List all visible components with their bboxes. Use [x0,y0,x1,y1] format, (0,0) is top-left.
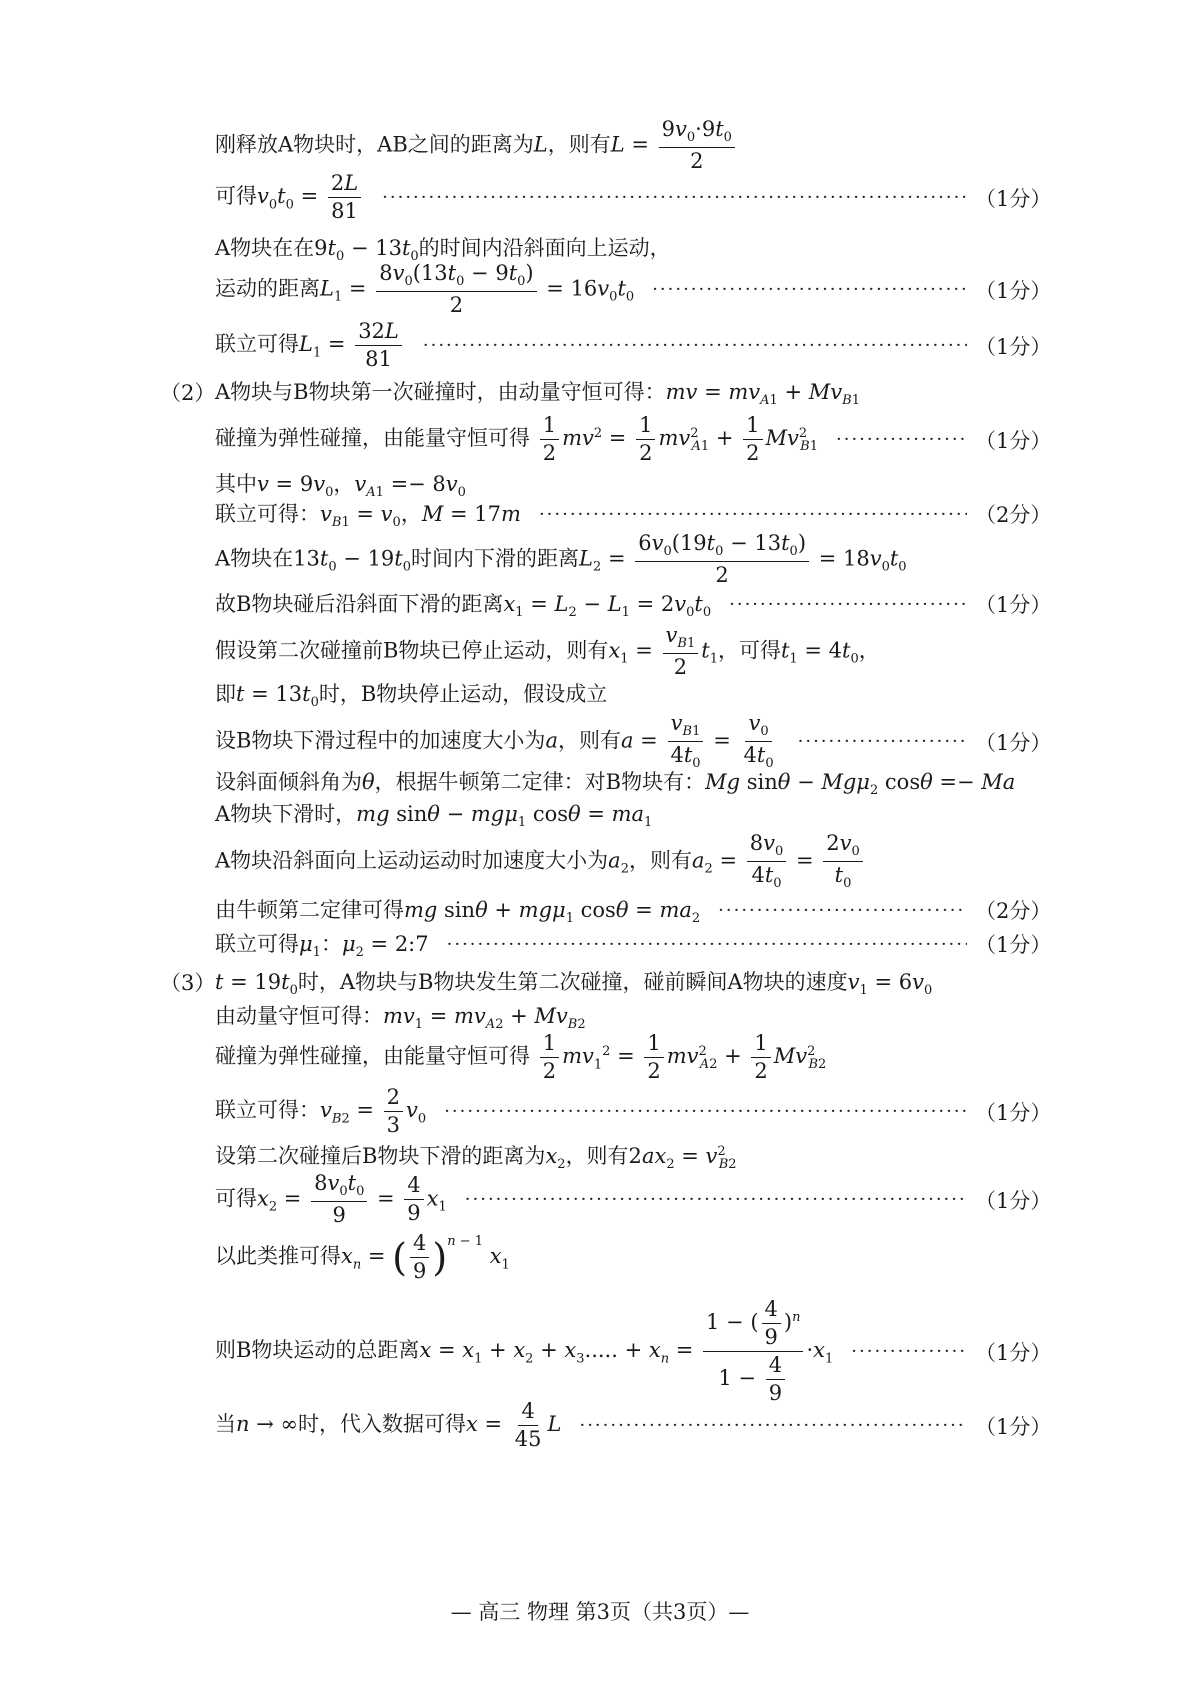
line-6: （2） A物块与B物块第一次碰撞时，由动量守恒可得：mv = $mv_{A1} + Mv_{B1}$ [160,376,990,408]
line-12: 假设第二次碰撞前B物块已停止运动，则有$x_1$ = $\frac{v_{B1}}{2}$ $t_1$，可得$t_1 = 4t_0$， [215,623,880,680]
line-22: 碰撞为弹性碰撞，由能量守恒可得 $\frac{1}{2}$ $mv_1^2$ = $\frac{1}{2}$ $mv^2_{A2}$ + $\frac{1}{2}$ $Mv^2_{B2}$ [215,1031,827,1084]
score-label: （1分） [975,428,1052,453]
score-label: （1分） [975,334,1052,359]
line-20: （3） $t = 19t_0$时，A物块与B物块发生第二次碰撞，碰前瞬间A物块的速度$v_1 = 6v_0$ [160,966,990,998]
leader-dots [447,934,967,955]
section-number: （3） [160,971,216,996]
score-label: （2分） [975,503,1052,528]
score-label: （1分） [975,933,1052,958]
score-label: （1分） [975,1414,1052,1439]
line-18: 由牛顿第二定律可得mg sinθ + mgμ$_1$ $\cos\theta = ma_2$ ····· （2分） [215,894,1045,926]
score-label: （2分） [975,899,1052,924]
leader-dots [851,1341,967,1362]
line-9: 联立可得：$v_{B1} = v_0$，M = 17m ····· （2分） [215,498,1045,530]
line-1: 刚释放A物块时，AB之间的距离为L，则有L = $\frac{9v_0\cdot 9t_0}{2}$ [215,118,1045,174]
line-14: 设B物块下滑过程中的加速度大小为a，则有a = $\frac{v_{B1}}{4t_0}$ = $\frac{v_0}{4t_0}$ ····· （1分） [215,712,1045,772]
line-21: 由动量守恒可得：$mv_1 = mv_{A2} + Mv_{B2}$ [215,1004,586,1033]
leader-dots [652,279,967,300]
line-7: 碰撞为弹性碰撞，由能量守恒可得 $\frac{1}{2}$ $mv^2$ = $\frac{1}{2}$ $mv^2_{A1}$ + $\frac{1}{2}$ $Mv^2_{B1}$ ····· （1分） [215,414,1045,465]
line-3: A物块在在$9t_0 - 13t_0$的时间内沿斜面向上运动， [215,236,671,265]
line-13: 即$t = 13t_0$时，B物块停止运动，假设成立 [215,682,608,711]
leader-dots [539,504,967,525]
line-4: 运动的距离$L_1$ = $\frac{8v_0(13t_0 - 9t_0)}{2}$ = $16v_0t_0$ ····· （1分） [215,262,1045,318]
leader-dots [579,1415,967,1436]
line-11: 故B物块碰后沿斜面下滑的距离$x_1 = L_2 - L_1 = 2v_0t_0$ ····· （1分） [215,588,1045,620]
line-25: 可得$x_2$ = $\frac{8v_0t_0}{9}$ = $\frac{4}{9}$ $x_1$ ····· （1分） [215,1172,1045,1228]
leader-dots [836,429,967,450]
line-23: 联立可得：$v_{B2}$ = $\frac{2}{3}$ $v_0$ ····· （1分） [215,1086,1045,1137]
score-label: （1分） [975,593,1052,618]
line-5: 联立可得$L_1$ = $\frac{32L}{81}$ ····· （1分） [215,320,1045,371]
section-number: （2） [160,381,216,406]
line-10: A物块在$13t_0 - 19t_0$时间内下滑的距离$L_2$ = $\frac{6v_0(19t_0 - 13t_0)}{2}$ = $18v_0t_0$ [215,531,907,588]
line-24: 设第二次碰撞后B物块下滑的距离为$x_2$，则有$2ax_2 = v^2_{B2}$ [215,1144,737,1173]
line-28: 当n → ∞时，代入数据可得x = $\frac{4}{45}$ L ····· （1分） [215,1400,1045,1451]
score-label: （1分） [975,186,1052,211]
line-26: 以此类推可得$x_n$ = ( $\frac{4}{9}$ )$^{n - 1}$ $x_1$ [215,1231,510,1284]
line-17: A物块沿斜面向上运动运动时加速度大小为$a_2$，则有$a_2$ = $\frac{8v_0}{4t_0}$ = $\frac{2v_0}{t_0}$ [215,832,1045,892]
score-label: （1分） [975,730,1052,755]
leader-dots [465,1189,967,1210]
line-2: 可得$v_0t_0$ = $\frac{2L}{81}$ ····· （1分） [215,172,1045,223]
leader-dots [798,731,967,752]
line-19: 联立可得$\mu_1$：$\mu_2$ = 2:7 ····· （1分） [215,928,1045,960]
line-8: 其中$v = 9v_0$，$v_{A1} =- 8v_0$ [215,472,466,501]
page-footer: — 高三 物理 第3页（共3页）— [450,1600,750,1624]
score-label: （1分） [975,1100,1052,1125]
score-label: （1分） [975,278,1052,303]
score-label: （1分） [975,1188,1052,1213]
leader-dots [718,900,967,921]
leader-dots [423,335,967,356]
leader-dots [444,1101,967,1122]
line-16: A物块下滑时，mg sinθ − mgμ$_1$ $\cos\theta = ma_1$ [215,802,653,831]
line-15: 设斜面倾斜角为θ，根据牛顿第二定律：对B物块有：Mg sinθ − Mgμ$_2$ cosθ =− Ma [215,770,1016,799]
score-label: （1分） [975,1340,1052,1365]
leader-dots [729,594,967,615]
leader-dots [382,187,967,208]
line-27: 则B物块运动的总距离$x = x_1 + x_2 + x_3$..... + $x_n$ = 1 − ( $\frac{4}{9}$ )$^n$ 1 − $\frac{4}{9}$ $\cdot x_1$ ····· （1分） [215,1298,1045,1405]
